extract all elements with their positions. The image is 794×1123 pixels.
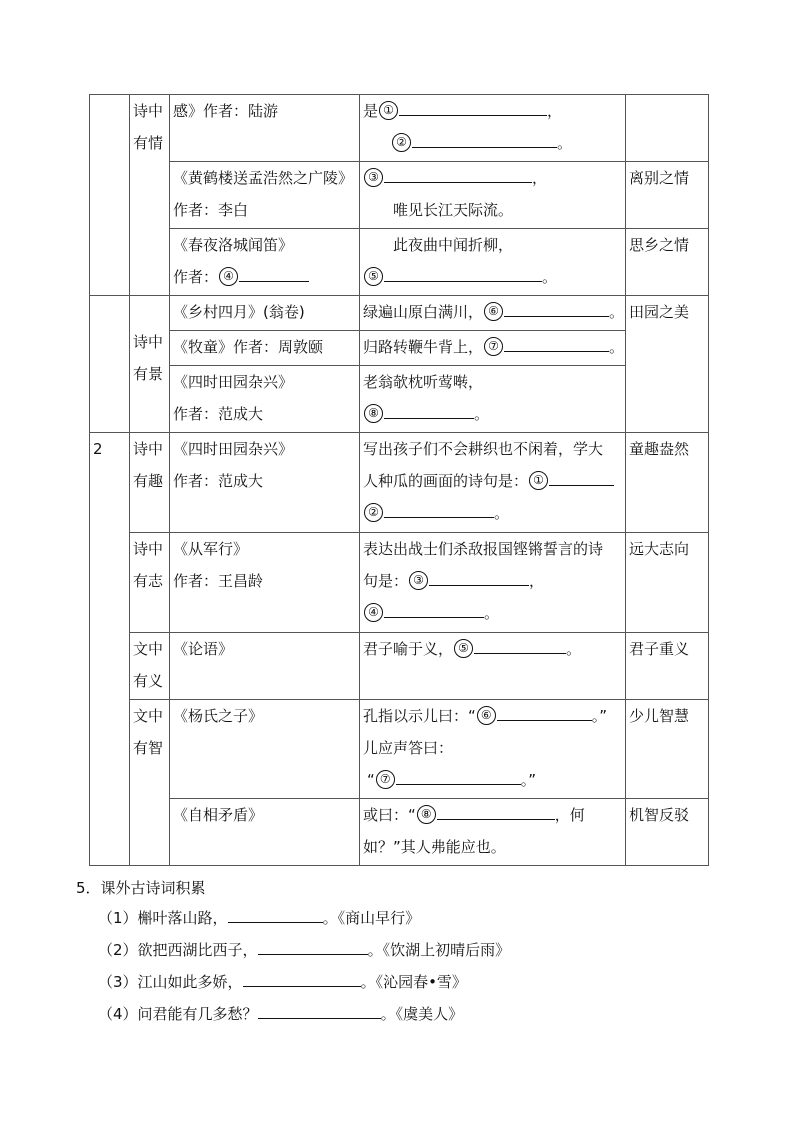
table-row <box>90 700 709 799</box>
table-row <box>90 229 709 296</box>
table-row <box>90 366 709 433</box>
list-item: （1）槲叶落山路， 。《商山早行》 <box>98 906 420 928</box>
table-row <box>90 296 709 331</box>
answer-blank[interactable] <box>497 700 592 721</box>
category-cell-jing: 诗中 有景 <box>130 296 170 433</box>
theme-cell: 少儿智慧 <box>626 700 709 799</box>
list-item: （4）问君能有几多愁？ 。《虞美人》 <box>98 1002 463 1024</box>
answer-blank[interactable] <box>412 127 557 148</box>
list-item: （3）江山如此多娇， 。《沁园春•雪》 <box>98 970 467 992</box>
answer-cell: 老翁欹枕听莺啭， ⑧ 。 <box>360 366 626 433</box>
answer-cell: 绿遍山原白满川， ⑥ 。 <box>360 296 626 331</box>
answer-blank[interactable] <box>399 95 547 116</box>
answer-cell: 君子喻于义， ⑤ 。 <box>360 633 626 700</box>
poem-cell: 《自相矛盾》 <box>170 799 360 866</box>
answer-blank[interactable] <box>239 261 309 282</box>
category-cell-qu: 诗中 有趣 <box>130 433 170 533</box>
table-row <box>90 331 709 366</box>
table-row <box>90 533 709 633</box>
table-row <box>90 799 709 866</box>
theme-cell: 离别之情 <box>626 162 709 229</box>
answer-cell: 或曰：“ ⑧ ，何 如？”其人弗能应也。 <box>360 799 626 866</box>
section-5-title: 5．课外古诗词积累 <box>76 879 206 897</box>
poem-cell: 《从军行》 作者：王昌龄 <box>170 533 360 633</box>
answer-blank[interactable] <box>437 799 555 820</box>
theme-cell <box>626 366 709 433</box>
answer-cell: 归路转鞭牛背上， ⑦ 。 <box>360 331 626 366</box>
answer-blank[interactable] <box>384 497 494 518</box>
category-cell-zhi: 诗中 有志 <box>130 533 170 633</box>
answer-cell: 写出孩子们不会耕织也不闲着，学大 人种瓜的画面的诗句是： ① ② 。 <box>360 433 626 533</box>
answer-blank[interactable] <box>396 764 521 785</box>
answer-blank[interactable] <box>384 597 484 618</box>
answer-cell: 表达出战士们杀敌报国铿锵誓言的诗 句是： ③ ， ④ 。 <box>360 533 626 633</box>
answer-blank[interactable] <box>504 296 609 317</box>
poem-cell: 《论语》 <box>170 633 360 700</box>
answer-blank[interactable] <box>549 465 614 486</box>
answer-blank[interactable] <box>228 906 323 923</box>
poem-cell: 《乡村四月》(翁卷) <box>170 296 360 331</box>
answer-blank[interactable] <box>474 633 566 654</box>
category-cell-zhi2: 文中 有智 <box>130 700 170 866</box>
answer-cell: 孔指以示儿曰：“ ⑥ 。” 儿应声答曰： “ ⑦ 。” <box>360 700 626 799</box>
theme-cell: 思乡之情 <box>626 229 709 296</box>
theme-cell <box>626 95 709 162</box>
answer-cell: ③ ， 唯见长江天际流。 <box>360 162 626 229</box>
answer-blank[interactable] <box>384 162 532 183</box>
answer-blank[interactable] <box>384 261 542 282</box>
answer-blank[interactable] <box>243 970 361 987</box>
theme-cell: 童趣盎然 <box>626 433 709 533</box>
list-item: （2）欲把西湖比西子， 。《饮湖上初晴后雨》 <box>98 938 510 960</box>
poetry-table <box>89 94 709 866</box>
poem-cell: 《春夜洛城闻笛》 作者： ④ <box>170 229 360 296</box>
poem-cell: 《牧童》作者：周敦颐 <box>170 331 360 366</box>
category-cell-qing: 诗中 有情 <box>130 95 170 296</box>
poem-cell: 感》作者：陆游 <box>170 95 360 162</box>
table-row <box>90 162 709 229</box>
poem-cell: 《四时田园杂兴》 作者：范成大 <box>170 366 360 433</box>
answer-blank[interactable] <box>504 331 609 352</box>
table-row <box>90 433 709 533</box>
table-row <box>90 95 709 162</box>
answer-blank[interactable] <box>384 398 474 419</box>
group-number-cell <box>90 95 130 296</box>
group-number-cell: 2 <box>90 433 130 866</box>
theme-cell: 机智反驳 <box>626 799 709 866</box>
answer-blank[interactable] <box>429 565 529 586</box>
group-number-cell <box>90 296 130 433</box>
theme-cell: 君子重义 <box>626 633 709 700</box>
table-row <box>90 633 709 700</box>
answer-blank[interactable] <box>258 938 368 955</box>
answer-cell: 此夜曲中闻折柳， ⑤ 。 <box>360 229 626 296</box>
poem-cell: 《杨氏之子》 <box>170 700 360 799</box>
answer-blank[interactable] <box>258 1002 381 1019</box>
theme-cell: 田园之美 <box>626 296 709 366</box>
answer-cell: 是 ① ， ② 。 <box>360 95 626 162</box>
poem-cell: 《黄鹤楼送孟浩然之广陵》 作者：李白 <box>170 162 360 229</box>
theme-cell: 远大志向 <box>626 533 709 633</box>
category-cell-yi: 文中 有义 <box>130 633 170 700</box>
poem-cell: 《四时田园杂兴》 作者：范成大 <box>170 433 360 533</box>
